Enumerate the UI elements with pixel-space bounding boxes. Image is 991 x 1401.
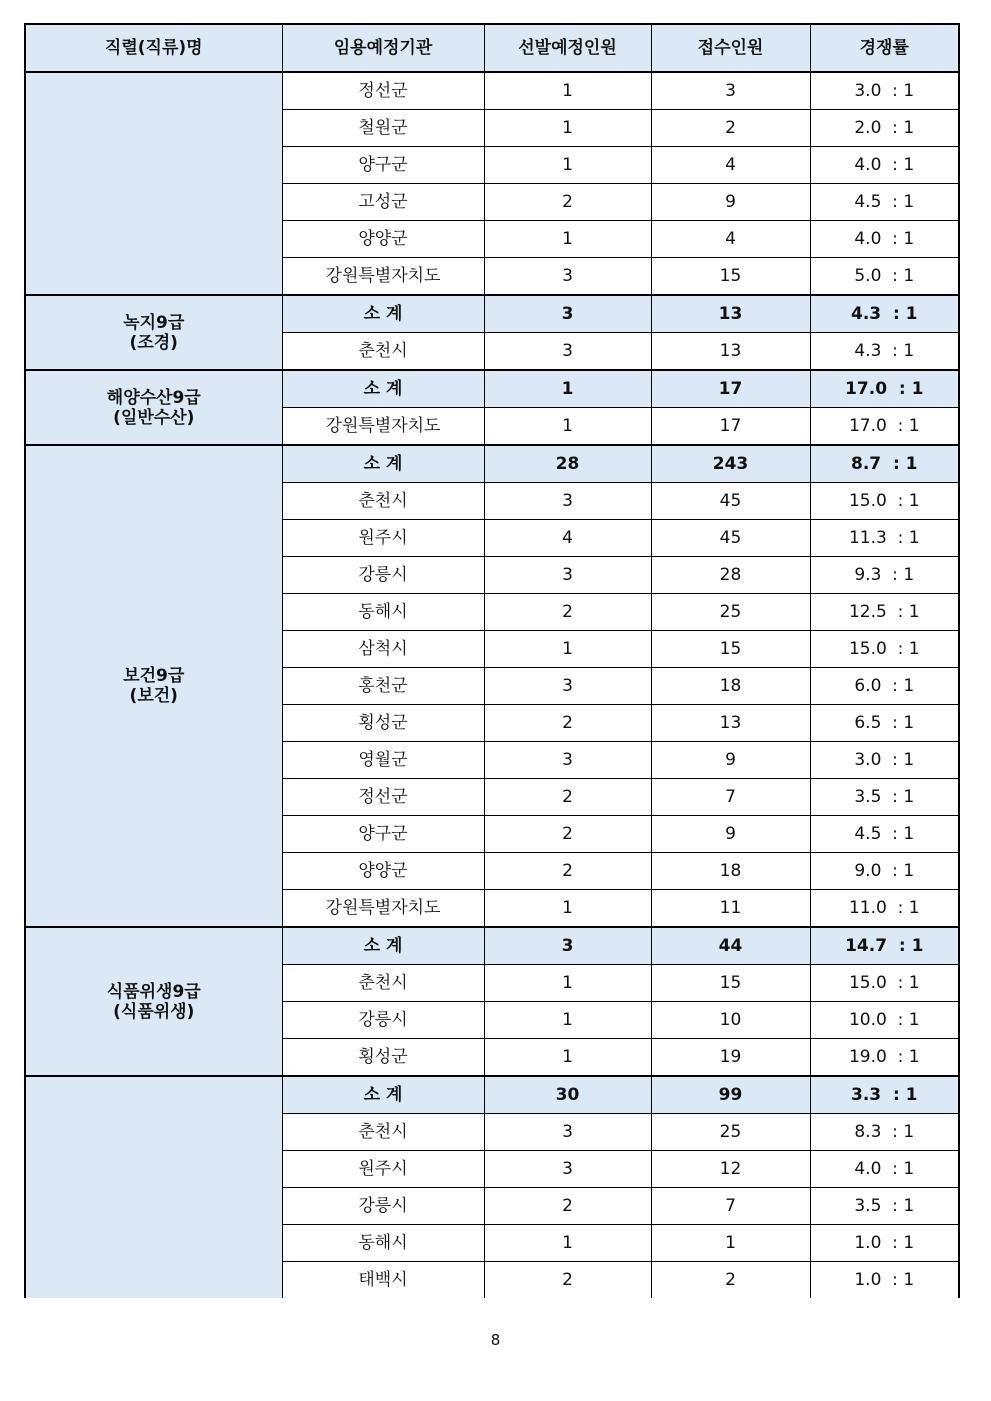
table-row: [25, 72, 959, 110]
position-category-line: 해양수산9급: [106, 387, 201, 408]
header-agency: 임용예정기관: [282, 24, 484, 72]
ratio-value: 6.5 : 1: [854, 713, 915, 733]
table-body: [25, 72, 959, 1298]
agency-cell: 양양군: [282, 221, 484, 258]
agency-cell: 강릉시: [282, 557, 484, 594]
applicants-cell: 2: [651, 110, 810, 147]
ratio-cell: [810, 520, 959, 557]
position-category-line: 녹지9급: [123, 312, 185, 333]
ratio-value: 3.5 : 1: [854, 1196, 915, 1216]
planned-cell: 2: [484, 594, 651, 631]
ratio-value: 3.3 : 1: [851, 1085, 918, 1105]
planned-cell: 1: [484, 147, 651, 184]
applicants-cell: 45: [651, 520, 810, 557]
agency-cell: 양구군: [282, 816, 484, 853]
ratio-cell: [810, 890, 959, 928]
ratio-value: 4.5 : 1: [854, 824, 915, 844]
ratio-cell: [810, 965, 959, 1002]
position-category-line: (일반수산): [113, 407, 195, 428]
subtotal-row: [25, 927, 959, 965]
ratio-cell: [810, 1114, 959, 1151]
ratio-cell: [810, 557, 959, 594]
applicants-cell: 9: [651, 816, 810, 853]
ratio-value: 9.3 : 1: [854, 565, 915, 585]
planned-cell: 2: [484, 1262, 651, 1299]
ratio-cell: [810, 370, 959, 408]
recruitment-table: [24, 23, 960, 1298]
ratio-cell: [810, 258, 959, 296]
ratio-value: 4.3 : 1: [851, 304, 918, 324]
ratio-cell: [810, 333, 959, 371]
ratio-cell: [810, 483, 959, 520]
applicants-cell: 18: [651, 668, 810, 705]
agency-cell: 춘천시: [282, 1114, 484, 1151]
ratio-cell: [810, 1262, 959, 1299]
applicants-cell: 28: [651, 557, 810, 594]
applicants-cell: 12: [651, 1151, 810, 1188]
agency-cell: 소 계: [282, 295, 484, 333]
applicants-cell: 25: [651, 594, 810, 631]
agency-cell: 정선군: [282, 779, 484, 816]
header-row: [25, 24, 959, 72]
planned-cell: 3: [484, 483, 651, 520]
ratio-cell: [810, 631, 959, 668]
applicants-cell: 45: [651, 483, 810, 520]
ratio-value: 17.0 : 1: [848, 416, 920, 436]
applicants-cell: 11: [651, 890, 810, 928]
applicants-cell: 7: [651, 1188, 810, 1225]
ratio-value: 1.0 : 1: [854, 1233, 915, 1253]
applicants-cell: 9: [651, 742, 810, 779]
ratio-value: 8.7 : 1: [851, 454, 918, 474]
planned-cell: 3: [484, 557, 651, 594]
position-category-cell: [25, 445, 282, 927]
ratio-cell: [810, 221, 959, 258]
planned-cell: 1: [484, 1039, 651, 1077]
ratio-cell: [810, 668, 959, 705]
planned-cell: 2: [484, 816, 651, 853]
ratio-value: 14.7 : 1: [845, 936, 924, 956]
agency-cell: 춘천시: [282, 483, 484, 520]
subtotal-row: [25, 295, 959, 333]
ratio-value: 15.0 : 1: [848, 639, 920, 659]
ratio-value: 10.0 : 1: [848, 1010, 920, 1030]
agency-cell: 동해시: [282, 594, 484, 631]
ratio-value: 4.0 : 1: [854, 155, 915, 175]
planned-cell: 4: [484, 520, 651, 557]
planned-cell: 3: [484, 258, 651, 296]
ratio-value: 4.3 : 1: [854, 341, 915, 361]
planned-cell: 3: [484, 295, 651, 333]
ratio-cell: [810, 147, 959, 184]
ratio-value: 2.0 : 1: [854, 118, 915, 138]
planned-cell: 1: [484, 1002, 651, 1039]
applicants-cell: 10: [651, 1002, 810, 1039]
planned-cell: 2: [484, 184, 651, 221]
agency-cell: 양구군: [282, 147, 484, 184]
ratio-cell: [810, 110, 959, 147]
position-category-cell: [25, 1076, 282, 1298]
ratio-value: 3.0 : 1: [854, 750, 915, 770]
subtotal-row: [25, 370, 959, 408]
agency-cell: 횡성군: [282, 705, 484, 742]
ratio-cell: [810, 445, 959, 483]
planned-cell: 1: [484, 965, 651, 1002]
ratio-value: 4.0 : 1: [854, 229, 915, 249]
ratio-value: 1.0 : 1: [854, 1270, 915, 1290]
agency-cell: 횡성군: [282, 1039, 484, 1077]
ratio-cell: [810, 1076, 959, 1114]
planned-cell: 1: [484, 370, 651, 408]
applicants-cell: 3: [651, 72, 810, 110]
agency-cell: 소 계: [282, 927, 484, 965]
ratio-cell: [810, 408, 959, 446]
ratio-value: 3.5 : 1: [854, 787, 915, 807]
applicants-cell: 18: [651, 853, 810, 890]
position-category-line: (식품위생): [113, 1001, 195, 1022]
agency-cell: 강릉시: [282, 1002, 484, 1039]
applicants-cell: 15: [651, 258, 810, 296]
agency-cell: 소 계: [282, 1076, 484, 1114]
position-category-line: 식품위생9급: [106, 981, 201, 1002]
ratio-value: 15.0 : 1: [848, 491, 920, 511]
agency-cell: 홍천군: [282, 668, 484, 705]
agency-cell: 소 계: [282, 445, 484, 483]
applicants-cell: 15: [651, 631, 810, 668]
ratio-cell: [810, 705, 959, 742]
header-position: 직렬(직류)명: [25, 24, 282, 72]
planned-cell: 1: [484, 890, 651, 928]
ratio-value: 6.0 : 1: [854, 676, 915, 696]
planned-cell: 3: [484, 927, 651, 965]
ratio-value: 15.0 : 1: [848, 973, 920, 993]
agency-cell: 강원특별자치도: [282, 408, 484, 446]
planned-cell: 30: [484, 1076, 651, 1114]
position-category-line: 보건9급: [123, 666, 185, 686]
planned-cell: 2: [484, 853, 651, 890]
applicants-cell: 1: [651, 1225, 810, 1262]
header-applicants: 접수인원: [651, 24, 810, 72]
ratio-value: 12.5 : 1: [848, 602, 920, 622]
ratio-value: 11.0 : 1: [848, 898, 920, 918]
agency-cell: 동해시: [282, 1225, 484, 1262]
planned-cell: 1: [484, 110, 651, 147]
applicants-cell: 2: [651, 1262, 810, 1299]
agency-cell: 태백시: [282, 1262, 484, 1299]
subtotal-row: [25, 1076, 959, 1114]
planned-cell: 3: [484, 1151, 651, 1188]
agency-cell: 원주시: [282, 1151, 484, 1188]
agency-cell: 강원특별자치도: [282, 890, 484, 928]
agency-cell: 춘천시: [282, 965, 484, 1002]
applicants-cell: 99: [651, 1076, 810, 1114]
planned-cell: 3: [484, 333, 651, 371]
ratio-value: 5.0 : 1: [854, 266, 915, 286]
table-header: [25, 24, 959, 72]
agency-cell: 원주시: [282, 520, 484, 557]
planned-cell: 3: [484, 1114, 651, 1151]
ratio-cell: [810, 1002, 959, 1039]
ratio-value: 4.5 : 1: [854, 192, 915, 212]
applicants-cell: 243: [651, 445, 810, 483]
ratio-value: 9.0 : 1: [854, 861, 915, 881]
planned-cell: 3: [484, 668, 651, 705]
position-category-cell: [25, 927, 282, 1076]
ratio-value: 8.3 : 1: [854, 1122, 915, 1142]
planned-cell: 1: [484, 221, 651, 258]
agency-cell: 양양군: [282, 853, 484, 890]
applicants-cell: 9: [651, 184, 810, 221]
agency-cell: 강원특별자치도: [282, 258, 484, 296]
ratio-cell: [810, 779, 959, 816]
applicants-cell: 15: [651, 965, 810, 1002]
agency-cell: 정선군: [282, 72, 484, 110]
ratio-cell: [810, 742, 959, 779]
agency-cell: 삼척시: [282, 631, 484, 668]
ratio-cell: [810, 184, 959, 221]
applicants-cell: 17: [651, 370, 810, 408]
ratio-cell: [810, 927, 959, 965]
ratio-cell: [810, 1225, 959, 1262]
applicants-cell: 13: [651, 333, 810, 371]
position-category-cell: [25, 370, 282, 445]
ratio-value: 17.0 : 1: [845, 379, 924, 399]
position-category-line: (조경): [129, 332, 178, 353]
ratio-cell: [810, 1188, 959, 1225]
position-category-cell: [25, 295, 282, 370]
applicants-cell: 13: [651, 705, 810, 742]
agency-cell: 춘천시: [282, 333, 484, 371]
applicants-cell: 7: [651, 779, 810, 816]
planned-cell: 1: [484, 408, 651, 446]
subtotal-row: [25, 445, 959, 483]
applicants-cell: 4: [651, 147, 810, 184]
applicants-cell: 17: [651, 408, 810, 446]
ratio-cell: [810, 295, 959, 333]
position-category-line: (보건): [129, 686, 178, 706]
ratio-cell: [810, 594, 959, 631]
planned-cell: 3: [484, 742, 651, 779]
agency-cell: 강릉시: [282, 1188, 484, 1225]
planned-cell: 2: [484, 779, 651, 816]
agency-cell: 고성군: [282, 184, 484, 221]
ratio-cell: [810, 1151, 959, 1188]
position-category-cell: [25, 72, 282, 295]
agency-cell: 철원군: [282, 110, 484, 147]
ratio-value: 11.3 : 1: [848, 528, 920, 548]
planned-cell: 1: [484, 631, 651, 668]
page-number: 8: [490, 1331, 501, 1349]
ratio-value: 19.0 : 1: [848, 1047, 920, 1067]
agency-cell: 소 계: [282, 370, 484, 408]
planned-cell: 1: [484, 72, 651, 110]
applicants-cell: 4: [651, 221, 810, 258]
planned-cell: 2: [484, 705, 651, 742]
ratio-value: 3.0 : 1: [854, 81, 915, 101]
applicants-cell: 25: [651, 1114, 810, 1151]
ratio-cell: [810, 1039, 959, 1077]
ratio-cell: [810, 853, 959, 890]
planned-cell: 2: [484, 1188, 651, 1225]
applicants-cell: 19: [651, 1039, 810, 1077]
planned-cell: 1: [484, 1225, 651, 1262]
planned-cell: 28: [484, 445, 651, 483]
header-ratio: 경쟁률: [810, 24, 959, 72]
applicants-cell: 44: [651, 927, 810, 965]
ratio-value: 4.0 : 1: [854, 1159, 915, 1179]
ratio-cell: [810, 816, 959, 853]
applicants-cell: 13: [651, 295, 810, 333]
ratio-cell: [810, 72, 959, 110]
header-planned: 선발예정인원: [484, 24, 651, 72]
agency-cell: 영월군: [282, 742, 484, 779]
